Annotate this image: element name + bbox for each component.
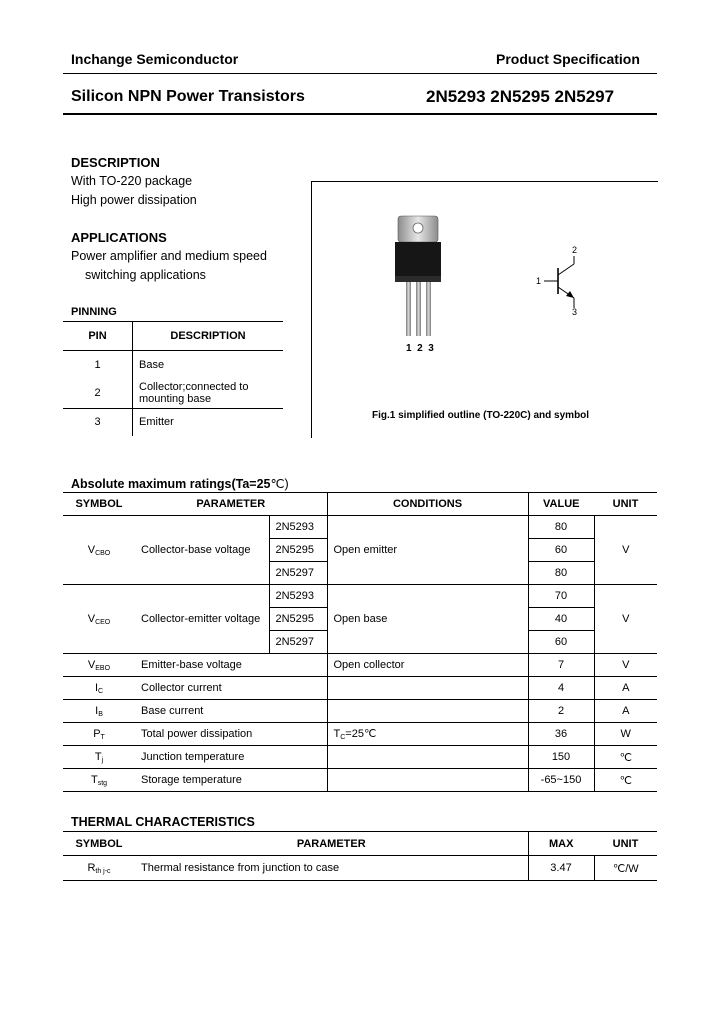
conditions-cell	[327, 700, 528, 723]
pin-number: 2	[63, 379, 133, 409]
value-cell: 60	[528, 631, 594, 654]
symbol-cell	[63, 746, 135, 769]
parameter-cell: Emitter-base voltage	[135, 654, 327, 677]
applications-item-cont: switching applications	[85, 268, 206, 282]
sym-sub: stg	[97, 779, 108, 787]
title-rule	[63, 113, 657, 115]
parameter-cell: Collector-emitter voltage	[135, 585, 269, 654]
symbol-cell	[63, 856, 135, 881]
unit-cell: ℃/W	[594, 856, 657, 881]
cond-post: =25℃	[345, 728, 377, 740]
cond-pre: T	[333, 728, 341, 740]
parameter-cell: Junction temperature	[135, 746, 327, 769]
abs-max-table	[63, 492, 657, 792]
description-heading: DESCRIPTION	[71, 155, 160, 170]
part-cell: 2N5295	[269, 608, 327, 631]
part-cell: 2N5297	[269, 562, 327, 585]
sym: T	[94, 750, 102, 763]
sym-sub: CBO	[95, 549, 111, 557]
parameter-cell: Base current	[135, 700, 327, 723]
sym-sub: EBO	[95, 664, 111, 672]
pin-desc-line: mounting base	[139, 393, 212, 406]
pin-number: 3	[63, 409, 133, 436]
sym: T	[90, 773, 98, 786]
pinning-table	[63, 321, 283, 436]
value-cell: 150	[551, 751, 571, 763]
symbol-cell	[63, 723, 135, 746]
value-cell: 4	[557, 682, 565, 694]
abs-max-heading	[71, 476, 289, 491]
symbol-cell	[63, 677, 135, 700]
unit-cell: A	[594, 700, 657, 723]
symbol-cell	[63, 700, 135, 723]
part-cell: 2N5295	[269, 539, 327, 562]
parameter-cell: Thermal resistance from junction to case	[135, 856, 528, 881]
figure-box	[311, 181, 658, 438]
col-symbol: SYMBOL	[75, 837, 123, 850]
company-name: Inchange Semiconductor	[71, 51, 239, 67]
symbol-cell	[63, 654, 135, 677]
applications-item: Power amplifier and medium speed	[71, 249, 267, 263]
abs-max-heading-text: Absolute maximum ratings(Ta=25	[71, 477, 271, 491]
value-cell: 7	[557, 659, 565, 671]
sym: V	[87, 658, 96, 671]
col-symbol: SYMBOL	[75, 498, 123, 510]
conditions-cell: Open emitter	[327, 516, 528, 585]
sym: V	[87, 612, 96, 625]
symbol-pin-label: 1	[536, 276, 542, 286]
unit-cell: ℃	[594, 769, 657, 792]
cond-sub: C	[340, 734, 346, 741]
pin-description: Emitter	[139, 416, 174, 429]
unit-cell: V	[594, 585, 657, 654]
sym-sub: B	[98, 710, 103, 718]
symbol-pin-label: 3	[572, 307, 578, 317]
conditions-cell	[327, 677, 528, 700]
sym: I	[94, 681, 98, 694]
symbol-cell	[63, 769, 135, 792]
thermal-table	[63, 831, 657, 881]
doc-type: Product Specification	[496, 51, 640, 67]
max-cell: 3.47	[550, 862, 572, 874]
part-cell: 2N5293	[269, 585, 327, 608]
sym-sub: th j-c	[95, 867, 111, 875]
sym-sub: j	[101, 756, 104, 764]
conditions-cell	[327, 723, 528, 746]
col-max: MAX	[549, 837, 574, 850]
product-title: Silicon NPN Power Transistors	[71, 88, 305, 105]
parameter-cell: Collector-base voltage	[135, 516, 269, 585]
value-cell: 80	[528, 516, 594, 539]
conditions-cell: Open collector	[327, 654, 528, 677]
pinning-heading: PINNING	[71, 306, 117, 318]
sym: V	[87, 543, 96, 556]
conditions-cell: Open base	[327, 585, 528, 654]
pin-description	[133, 379, 284, 409]
col-unit: UNIT	[612, 837, 639, 850]
conditions-cell	[327, 769, 528, 792]
symbol-cell	[63, 585, 135, 654]
col-unit: UNIT	[612, 498, 639, 510]
value-cell: 36	[554, 728, 568, 740]
unit-cell: V	[594, 516, 657, 585]
unit-cell: ℃	[594, 746, 657, 769]
value-cell: 60	[528, 539, 594, 562]
symbol-cell	[63, 516, 135, 585]
sym-sub: T	[100, 733, 105, 741]
unit-cell: W	[594, 723, 657, 746]
applications-heading: APPLICATIONS	[71, 230, 167, 245]
pin-desc-col-header: DESCRIPTION	[170, 330, 246, 342]
unit-cell: V	[594, 654, 657, 677]
value-cell: 80	[528, 562, 594, 585]
pin-number: 1	[63, 351, 133, 379]
figure-caption: Fig.1 simplified outline (TO-220C) and symbol	[372, 410, 590, 421]
pin-description: Base	[139, 358, 165, 371]
unit-cell: A	[594, 677, 657, 700]
value-cell: 70	[528, 585, 594, 608]
sym: P	[93, 727, 101, 740]
symbol-pin-label: 2	[572, 245, 578, 255]
parameter-cell: Storage temperature	[135, 769, 327, 792]
package-pin-numbers: 1 2 3	[406, 343, 434, 354]
pin-desc-line: Collector;connected to	[139, 381, 249, 394]
sym: R	[87, 861, 96, 874]
sym-sub: CEO	[95, 618, 111, 626]
part-numbers: 2N5293 2N5295 2N5297	[426, 87, 615, 106]
pin-col-header: PIN	[63, 322, 133, 351]
col-parameter: PARAMETER	[135, 493, 327, 516]
parameter-cell: Total power dissipation	[135, 723, 327, 746]
sym: I	[95, 704, 99, 717]
value-cell: 40	[528, 608, 594, 631]
description-item: High power dissipation	[71, 193, 197, 207]
description-item: With TO-220 package	[71, 174, 193, 188]
col-conditions: CONDITIONS	[327, 493, 528, 516]
header-rule	[63, 73, 657, 74]
abs-max-heading-unit: ℃)	[270, 477, 289, 491]
to220-package-image	[380, 214, 460, 344]
col-parameter: PARAMETER	[135, 832, 528, 856]
sym-sub: C	[98, 687, 104, 695]
parameter-cell: Collector current	[135, 677, 327, 700]
part-cell: 2N5297	[269, 631, 327, 654]
value-cell: 2	[557, 705, 565, 717]
part-cell: 2N5293	[269, 516, 327, 539]
value-cell: -65~150	[540, 774, 582, 786]
conditions-cell	[327, 746, 528, 769]
col-value: VALUE	[543, 498, 580, 510]
thermal-heading: THERMAL CHARACTERISTICS	[71, 815, 255, 829]
